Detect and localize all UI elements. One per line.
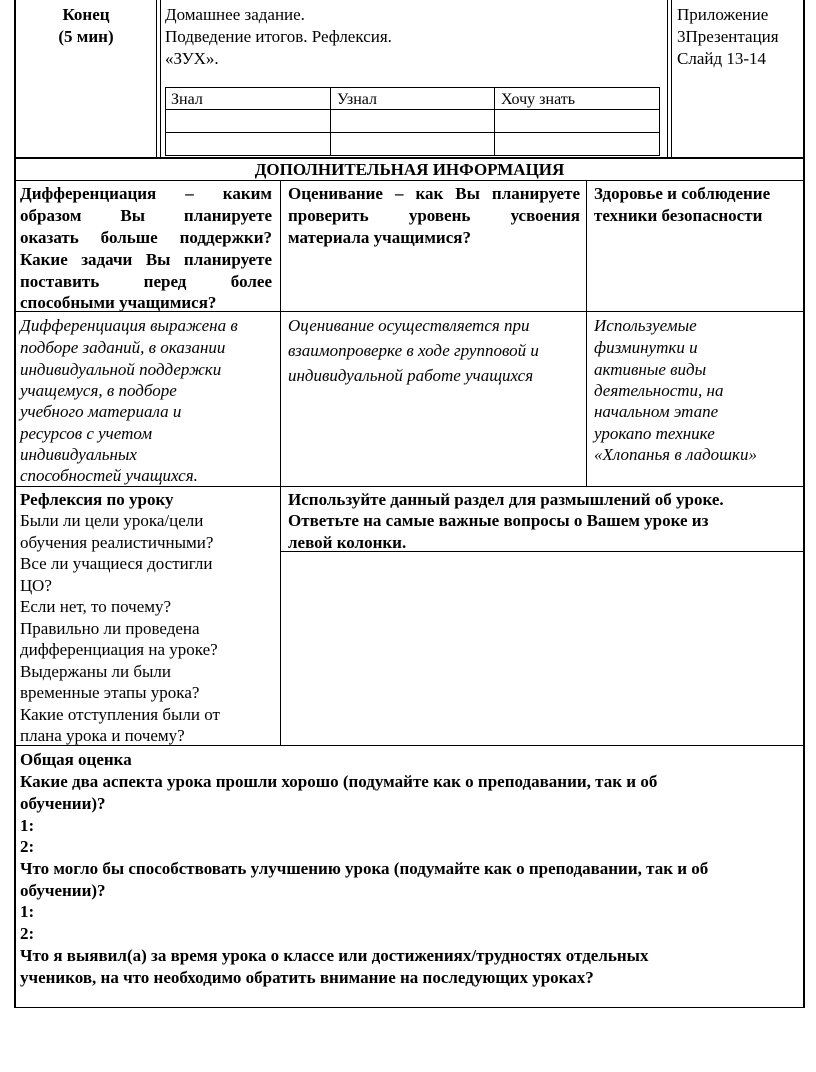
resources-line: 3Презентация — [677, 27, 779, 46]
zuh-header-learned: Узнал — [337, 91, 378, 108]
stage-duration: (5 мин) — [58, 27, 114, 46]
overall-title: Общая оценка — [20, 750, 132, 769]
resources-line: Слайд 13-14 — [677, 49, 767, 68]
zuh-header-knew: Знал — [171, 91, 203, 108]
content-line: «ЗУХ». — [165, 49, 219, 68]
zuh-header-want: Хочу знать — [501, 91, 576, 108]
section-title: ДОПОЛНИТЕЛЬНАЯ ИНФОРМАЦИЯ — [254, 160, 565, 179]
reflection-notes-area[interactable] — [282, 553, 802, 744]
resources-line: Приложение — [677, 5, 769, 24]
reflection-title: Рефлексия по уроку — [20, 490, 174, 509]
content-line: Домашнее задание. — [165, 5, 305, 24]
content-line: Подведение итогов. Рефлексия. — [165, 27, 392, 46]
stage-name: Конец — [62, 5, 110, 24]
